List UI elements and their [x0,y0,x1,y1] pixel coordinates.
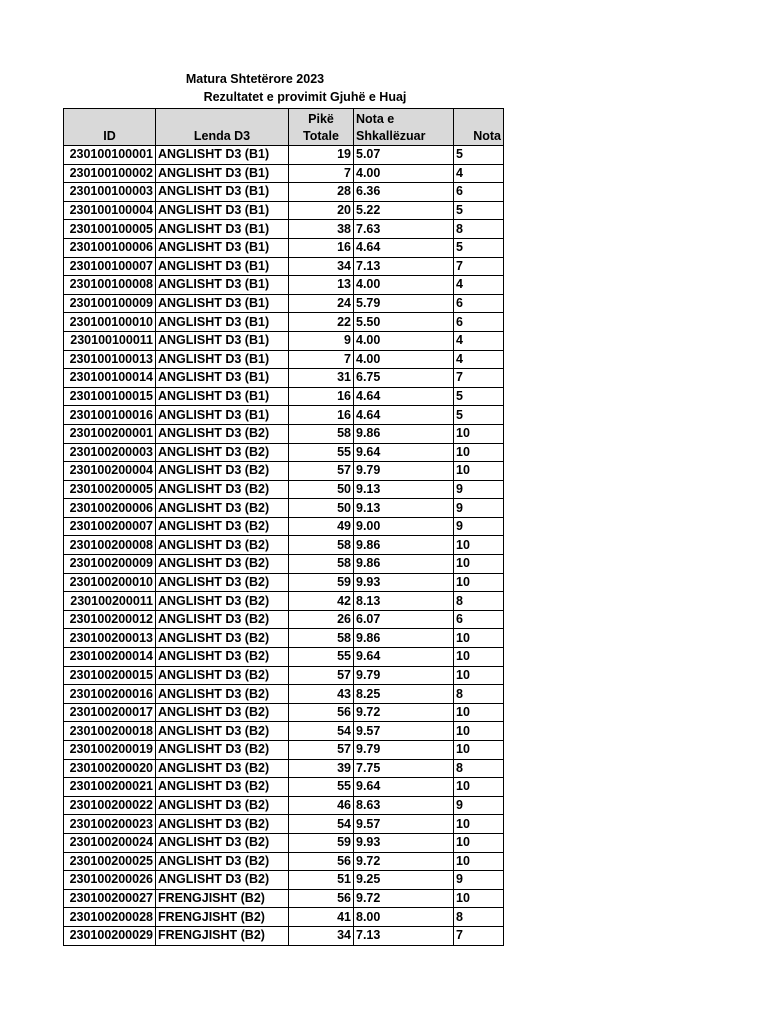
cell-id: 230100100004 [64,201,156,220]
cell-id: 230100200028 [64,908,156,927]
table-row [64,610,504,629]
cell-pike-totale: 43 [289,685,354,704]
cell-nota-shkallezuar: 5.07 [354,146,454,165]
cell-nota-shkallezuar: 7.13 [354,926,454,945]
cell-pike-totale: 26 [289,610,354,629]
cell-lenda: ANGLISHT D3 (B1) [156,164,289,183]
cell-nota-shkallezuar: 6.07 [354,610,454,629]
cell-id: 230100200020 [64,759,156,778]
cell-id: 230100100005 [64,220,156,239]
cell-lenda: ANGLISHT D3 (B1) [156,201,289,220]
header-nota-shkallezuar [354,109,454,146]
table-header [64,109,504,146]
cell-lenda: ANGLISHT D3 (B2) [156,443,289,462]
cell-nota: 9 [454,480,504,499]
results-table [63,108,504,946]
header-id-label: ID [103,129,116,143]
cell-nota-shkallezuar: 5.50 [354,313,454,332]
cell-lenda: ANGLISHT D3 (B1) [156,350,289,369]
cell-nota: 10 [454,666,504,685]
cell-nota: 10 [454,778,504,797]
cell-pike-totale: 41 [289,908,354,927]
cell-nota-shkallezuar: 6.75 [354,369,454,388]
cell-pike-totale: 57 [289,462,354,481]
cell-nota: 5 [454,238,504,257]
cell-id: 230100200001 [64,424,156,443]
cell-pike-totale: 42 [289,592,354,611]
cell-id: 230100200026 [64,871,156,890]
cell-id: 230100200027 [64,889,156,908]
cell-pike-totale: 51 [289,871,354,890]
cell-pike-totale: 7 [289,164,354,183]
cell-nota: 10 [454,741,504,760]
table-row [64,759,504,778]
cell-nota: 7 [454,369,504,388]
cell-pike-totale: 34 [289,926,354,945]
header-pike-totale [289,109,354,146]
cell-nota-shkallezuar: 9.72 [354,889,454,908]
cell-pike-totale: 9 [289,331,354,350]
header-pike-line2: Totale [303,129,339,143]
cell-pike-totale: 50 [289,480,354,499]
cell-nota: 10 [454,443,504,462]
cell-nota: 10 [454,703,504,722]
table-row [64,648,504,667]
cell-id: 230100200003 [64,443,156,462]
cell-pike-totale: 16 [289,238,354,257]
cell-nota-shkallezuar: 9.79 [354,666,454,685]
table-row [64,220,504,239]
cell-nota-shkallezuar: 9.93 [354,573,454,592]
cell-pike-totale: 46 [289,796,354,815]
table-row [64,238,504,257]
header-row [64,109,504,146]
table-row [64,926,504,945]
cell-pike-totale: 57 [289,666,354,685]
cell-id: 230100200022 [64,796,156,815]
cell-id: 230100100009 [64,294,156,313]
cell-pike-totale: 54 [289,722,354,741]
cell-lenda: ANGLISHT D3 (B2) [156,703,289,722]
cell-nota-shkallezuar: 9.00 [354,517,454,536]
cell-lenda: ANGLISHT D3 (B1) [156,146,289,165]
cell-lenda: ANGLISHT D3 (B2) [156,778,289,797]
cell-nota-shkallezuar: 7.63 [354,220,454,239]
cell-nota: 9 [454,796,504,815]
cell-id: 230100200006 [64,499,156,518]
table-row [64,703,504,722]
cell-lenda: ANGLISHT D3 (B2) [156,759,289,778]
cell-nota-shkallezuar: 9.79 [354,462,454,481]
cell-pike-totale: 58 [289,424,354,443]
table-body [64,146,504,946]
header-nota-label: Nota [473,129,501,143]
table-row [64,331,504,350]
cell-nota-shkallezuar: 8.63 [354,796,454,815]
header-shk-line2: Shkallëzuar [356,129,426,143]
table-row [64,889,504,908]
table-row [64,499,504,518]
cell-nota-shkallezuar: 9.64 [354,443,454,462]
cell-nota: 8 [454,220,504,239]
cell-nota: 10 [454,889,504,908]
table-row [64,722,504,741]
cell-pike-totale: 38 [289,220,354,239]
table-row [64,536,504,555]
cell-nota: 10 [454,536,504,555]
cell-nota-shkallezuar: 8.00 [354,908,454,927]
cell-nota-shkallezuar: 9.13 [354,499,454,518]
table-row [64,480,504,499]
cell-pike-totale: 7 [289,350,354,369]
cell-nota-shkallezuar: 9.64 [354,778,454,797]
cell-nota: 10 [454,629,504,648]
table-row [64,685,504,704]
cell-nota: 7 [454,926,504,945]
cell-id: 230100200004 [64,462,156,481]
cell-lenda: ANGLISHT D3 (B2) [156,722,289,741]
cell-lenda: ANGLISHT D3 (B1) [156,294,289,313]
cell-pike-totale: 28 [289,183,354,202]
cell-pike-totale: 58 [289,536,354,555]
cell-pike-totale: 55 [289,778,354,797]
cell-nota: 9 [454,499,504,518]
cell-id: 230100100014 [64,369,156,388]
cell-pike-totale: 55 [289,648,354,667]
document-title: Matura Shtetërore 2023 [185,72,325,86]
cell-id: 230100100013 [64,350,156,369]
cell-nota: 8 [454,685,504,704]
cell-pike-totale: 56 [289,889,354,908]
cell-id: 230100200011 [64,592,156,611]
cell-lenda: ANGLISHT D3 (B1) [156,183,289,202]
table-row [64,350,504,369]
cell-lenda: ANGLISHT D3 (B2) [156,610,289,629]
cell-lenda: ANGLISHT D3 (B1) [156,220,289,239]
cell-id: 230100200016 [64,685,156,704]
cell-pike-totale: 58 [289,555,354,574]
cell-nota-shkallezuar: 7.13 [354,257,454,276]
cell-lenda: ANGLISHT D3 (B1) [156,331,289,350]
cell-nota-shkallezuar: 8.13 [354,592,454,611]
cell-nota-shkallezuar: 4.00 [354,350,454,369]
cell-lenda: ANGLISHT D3 (B1) [156,406,289,425]
cell-nota-shkallezuar: 4.00 [354,164,454,183]
cell-nota-shkallezuar: 6.36 [354,183,454,202]
table-row [64,294,504,313]
cell-pike-totale: 22 [289,313,354,332]
cell-pike-totale: 58 [289,629,354,648]
cell-id: 230100200007 [64,517,156,536]
table-row [64,833,504,852]
cell-pike-totale: 57 [289,741,354,760]
cell-nota: 8 [454,908,504,927]
table-row [64,164,504,183]
cell-nota: 9 [454,517,504,536]
cell-lenda: FRENGJISHT (B2) [156,908,289,927]
cell-pike-totale: 16 [289,406,354,425]
cell-nota-shkallezuar: 7.75 [354,759,454,778]
table-row [64,313,504,332]
cell-pike-totale: 59 [289,833,354,852]
cell-lenda: ANGLISHT D3 (B1) [156,387,289,406]
cell-nota: 10 [454,648,504,667]
cell-lenda: ANGLISHT D3 (B1) [156,276,289,295]
cell-lenda: ANGLISHT D3 (B2) [156,833,289,852]
table-row [64,592,504,611]
table-row [64,741,504,760]
table-row [64,852,504,871]
cell-nota: 6 [454,294,504,313]
cell-nota: 6 [454,610,504,629]
cell-id: 230100200025 [64,852,156,871]
cell-pike-totale: 54 [289,815,354,834]
cell-nota-shkallezuar: 5.22 [354,201,454,220]
cell-nota: 10 [454,722,504,741]
table-row [64,387,504,406]
cell-nota: 10 [454,424,504,443]
cell-pike-totale: 19 [289,146,354,165]
cell-lenda: ANGLISHT D3 (B2) [156,573,289,592]
cell-nota-shkallezuar: 9.93 [354,833,454,852]
cell-lenda: ANGLISHT D3 (B1) [156,257,289,276]
cell-id: 230100200024 [64,833,156,852]
cell-pike-totale: 34 [289,257,354,276]
cell-lenda: ANGLISHT D3 (B2) [156,536,289,555]
table-row [64,183,504,202]
cell-lenda: ANGLISHT D3 (B2) [156,424,289,443]
cell-lenda: ANGLISHT D3 (B2) [156,666,289,685]
table-row [64,462,504,481]
table-row [64,443,504,462]
cell-nota-shkallezuar: 9.64 [354,648,454,667]
cell-id: 230100200029 [64,926,156,945]
cell-nota: 10 [454,852,504,871]
document-subtitle: Rezultatet e provimit Gjuhë e Huaj [203,90,407,104]
cell-lenda: ANGLISHT D3 (B2) [156,815,289,834]
cell-nota: 10 [454,462,504,481]
cell-id: 230100200010 [64,573,156,592]
cell-nota-shkallezuar: 9.72 [354,852,454,871]
cell-lenda: ANGLISHT D3 (B2) [156,852,289,871]
cell-nota-shkallezuar: 4.64 [354,387,454,406]
cell-pike-totale: 56 [289,703,354,722]
cell-id: 230100200014 [64,648,156,667]
cell-id: 230100200021 [64,778,156,797]
cell-lenda: ANGLISHT D3 (B2) [156,796,289,815]
table-row [64,369,504,388]
cell-nota-shkallezuar: 9.57 [354,815,454,834]
cell-pike-totale: 55 [289,443,354,462]
cell-pike-totale: 31 [289,369,354,388]
cell-nota: 10 [454,555,504,574]
header-pike-line1: Pikë [308,112,334,126]
table-row [64,871,504,890]
cell-id: 230100100015 [64,387,156,406]
cell-nota-shkallezuar: 9.86 [354,555,454,574]
table-row [64,629,504,648]
table-row [64,778,504,797]
table-row [64,257,504,276]
cell-id: 230100200005 [64,480,156,499]
cell-nota-shkallezuar: 9.86 [354,536,454,555]
cell-nota: 10 [454,833,504,852]
cell-nota-shkallezuar: 9.13 [354,480,454,499]
cell-id: 230100100010 [64,313,156,332]
cell-nota: 4 [454,331,504,350]
cell-id: 230100100002 [64,164,156,183]
header-lenda-label: Lenda D3 [193,129,251,143]
cell-pike-totale: 39 [289,759,354,778]
cell-lenda: ANGLISHT D3 (B2) [156,480,289,499]
cell-lenda: ANGLISHT D3 (B1) [156,238,289,257]
cell-id: 230100100006 [64,238,156,257]
table-row [64,796,504,815]
table-row [64,666,504,685]
cell-pike-totale: 16 [289,387,354,406]
cell-nota: 9 [454,871,504,890]
cell-nota-shkallezuar: 4.00 [354,331,454,350]
cell-nota-shkallezuar: 9.86 [354,424,454,443]
cell-nota-shkallezuar: 9.25 [354,871,454,890]
cell-id: 230100200013 [64,629,156,648]
cell-id: 230100200023 [64,815,156,834]
cell-id: 230100100007 [64,257,156,276]
header-shk-line1: Nota e [356,112,395,126]
table-row [64,908,504,927]
cell-pike-totale: 50 [289,499,354,518]
cell-nota-shkallezuar: 5.79 [354,294,454,313]
cell-lenda: ANGLISHT D3 (B2) [156,685,289,704]
cell-pike-totale: 24 [289,294,354,313]
cell-nota: 4 [454,350,504,369]
cell-nota-shkallezuar: 4.00 [354,276,454,295]
cell-nota: 5 [454,387,504,406]
cell-pike-totale: 13 [289,276,354,295]
cell-lenda: ANGLISHT D3 (B2) [156,592,289,611]
table-row [64,424,504,443]
cell-nota: 4 [454,164,504,183]
cell-lenda: ANGLISHT D3 (B1) [156,313,289,332]
cell-id: 230100100003 [64,183,156,202]
cell-id: 230100200018 [64,722,156,741]
cell-nota-shkallezuar: 4.64 [354,238,454,257]
cell-nota-shkallezuar: 4.64 [354,406,454,425]
cell-nota: 10 [454,573,504,592]
table-row [64,146,504,165]
cell-nota: 7 [454,257,504,276]
cell-pike-totale: 56 [289,852,354,871]
cell-nota-shkallezuar: 9.72 [354,703,454,722]
table-row [64,573,504,592]
cell-nota: 6 [454,183,504,202]
cell-lenda: ANGLISHT D3 (B2) [156,629,289,648]
cell-nota-shkallezuar: 8.25 [354,685,454,704]
table-row [64,517,504,536]
cell-id: 230100200009 [64,555,156,574]
cell-id: 230100200012 [64,610,156,629]
cell-lenda: ANGLISHT D3 (B2) [156,499,289,518]
cell-nota: 6 [454,313,504,332]
cell-lenda: FRENGJISHT (B2) [156,926,289,945]
table-row [64,406,504,425]
cell-nota-shkallezuar: 9.86 [354,629,454,648]
cell-id: 230100200008 [64,536,156,555]
cell-lenda: ANGLISHT D3 (B1) [156,369,289,388]
cell-nota: 10 [454,815,504,834]
header-lenda [156,109,289,146]
cell-nota-shkallezuar: 9.57 [354,722,454,741]
cell-pike-totale: 49 [289,517,354,536]
cell-id: 230100100011 [64,331,156,350]
cell-pike-totale: 20 [289,201,354,220]
header-nota [454,109,504,146]
cell-nota: 5 [454,201,504,220]
cell-lenda: ANGLISHT D3 (B2) [156,648,289,667]
cell-nota: 8 [454,592,504,611]
cell-nota: 5 [454,406,504,425]
cell-nota-shkallezuar: 9.79 [354,741,454,760]
table-row [64,201,504,220]
cell-nota: 5 [454,146,504,165]
cell-lenda: ANGLISHT D3 (B2) [156,741,289,760]
cell-lenda: ANGLISHT D3 (B2) [156,517,289,536]
cell-lenda: ANGLISHT D3 (B2) [156,555,289,574]
cell-id: 230100100008 [64,276,156,295]
table-row [64,815,504,834]
cell-lenda: ANGLISHT D3 (B2) [156,462,289,481]
cell-id: 230100200017 [64,703,156,722]
table-row [64,276,504,295]
cell-id: 230100200015 [64,666,156,685]
cell-id: 230100200019 [64,741,156,760]
cell-lenda: FRENGJISHT (B2) [156,889,289,908]
cell-lenda: ANGLISHT D3 (B2) [156,871,289,890]
cell-id: 230100100001 [64,146,156,165]
cell-pike-totale: 59 [289,573,354,592]
cell-nota: 4 [454,276,504,295]
cell-id: 230100100016 [64,406,156,425]
cell-nota: 8 [454,759,504,778]
table-row [64,555,504,574]
header-id [64,109,156,146]
